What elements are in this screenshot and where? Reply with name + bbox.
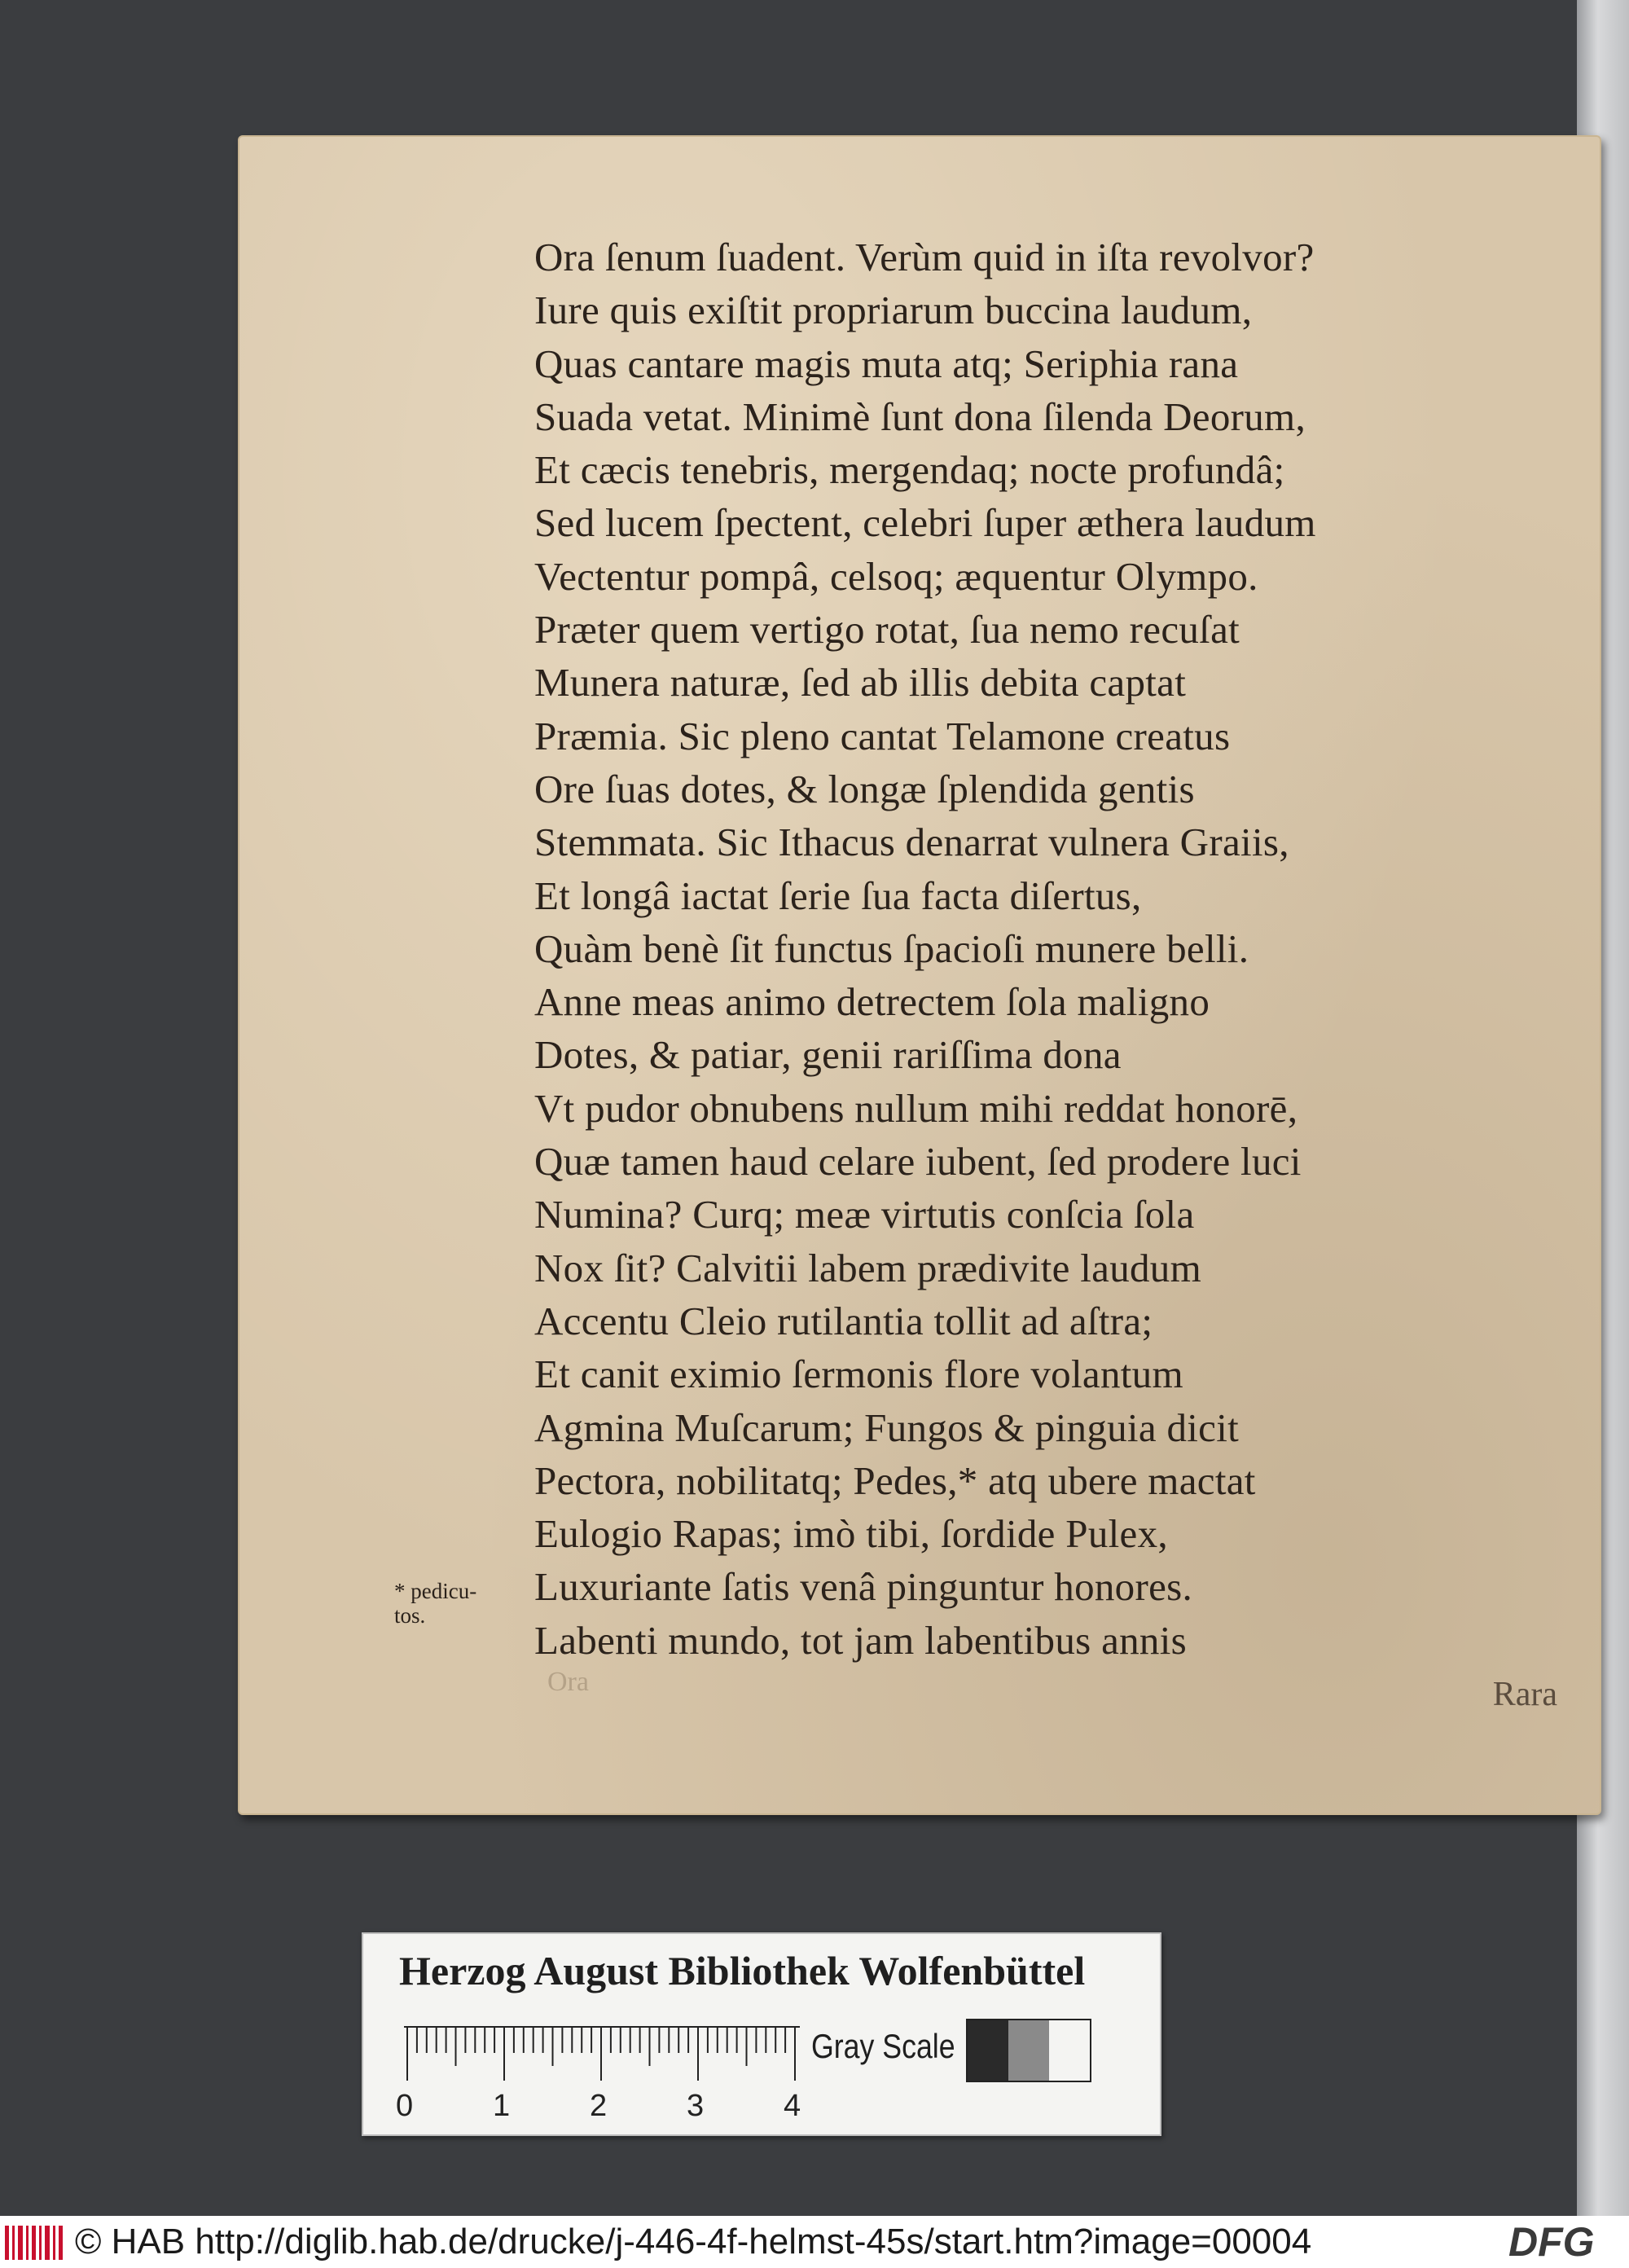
margin-note: * pedicu- tos. <box>394 1579 477 1628</box>
show-through-signature: Ora <box>547 1667 589 1697</box>
source-url-link[interactable]: © HAB http://diglib.hab.de/drucke/j-446-4f-helmst-45s/start.htm?image=00004 <box>75 2222 1312 2261</box>
verse-line: Dotes, & patiar, genii rariſſima dona <box>534 1032 1122 1078</box>
verse-line: Labenti mundo, tot jam labentibus annis <box>534 1617 1188 1663</box>
verse-line: Ora ſenum ſuadent. Verùm quid in iſta revolvor? <box>534 235 1315 279</box>
verse-line: Anne meas animo detrectem ſola maligno <box>534 979 1210 1025</box>
ruler-numbers <box>396 2089 803 2125</box>
gray-scale-swatch <box>966 2019 1091 2082</box>
catchword: Rara <box>1492 1676 1557 1713</box>
gray-scale-label: Gray Scale <box>811 2027 955 2065</box>
dfg-logo: DFG <box>1508 2219 1595 2265</box>
verse-line: Sed lucem ſpectent, celebri ſuper æthera laudum <box>534 500 1316 546</box>
verse-line: Vectentur pompâ, celsoq; æquentur Olympo. <box>534 553 1258 599</box>
verse-line: Eulogio Rapas; imò tibi, ſordide Pulex, <box>534 1511 1168 1557</box>
verse-line: Quas cantare magis muta atq; Seriphia rana <box>534 341 1239 386</box>
measurement-ruler-icon <box>404 2025 800 2082</box>
verse-line: Quæ tamen haud celare iubent, ſed prodere luci <box>534 1139 1302 1185</box>
verse-line: Agmina Muſcarum; Fungos & pinguia dicit <box>534 1404 1240 1450</box>
verse-line: Stemmata. Sic Ithacus denarrat vulnera Graiis, <box>534 820 1289 865</box>
verse-line: Ore ſuas dotes, & longæ ſplendida gentis <box>534 766 1195 811</box>
verse-line: Quàm benè ſit functus ſpacioſi munere belli. <box>534 925 1249 971</box>
verse-line: Luxuriante ſatis venâ pinguntur honores. <box>534 1564 1193 1610</box>
barcode-icon <box>5 2226 67 2260</box>
ruler-number: 1 <box>493 2089 511 2123</box>
verse-line: Vt pudor obnubens nullum mihi reddat honorē, <box>534 1085 1298 1131</box>
ruler-number: 0 <box>396 2089 414 2123</box>
book-page <box>238 135 1601 1815</box>
verse-line: Munera naturæ, ſed ab illis debita captat <box>534 660 1187 705</box>
verse-line: Et cæcis tenebris, mergendaq; nocte profundâ; <box>534 447 1285 493</box>
ruler-number: 4 <box>784 2089 801 2123</box>
verse-line: Numina? Curq; meæ virtutis conſcia ſola <box>534 1192 1195 1237</box>
verse-line: Et canit eximio ſermonis flore volantum <box>534 1352 1183 1397</box>
verse-line: Pectora, nobilitatq; Pedes,* atq ubere mactat <box>534 1457 1256 1503</box>
verse-line: Præmia. Sic pleno cantat Telamone creatus <box>534 713 1231 758</box>
verse-line: Nox ſit? Calvitii labem prædivite laudum <box>534 1245 1202 1290</box>
ruler-number: 3 <box>687 2089 705 2123</box>
footer-bar <box>0 2216 1629 2268</box>
verse-line: Et longâ iactat ſerie ſua facta diſertus, <box>534 872 1142 918</box>
verse-line: Præter quem vertigo rotat, ſua nemo recuſat <box>534 607 1240 653</box>
verse-text <box>534 231 1593 1667</box>
verse-line: Accentu Cleio rutilantia tollit ad aſtra; <box>534 1298 1153 1343</box>
ruler-number: 2 <box>590 2089 608 2123</box>
library-name: Herzog August Bibliothek Wolfenbüttel <box>399 1948 1086 1993</box>
verse-line: Suada vetat. Minimè ſunt dona ſilenda Deorum, <box>534 393 1306 439</box>
verse-line: Iure quis exiſtit propriarum buccina laudum, <box>534 288 1253 333</box>
library-label-card <box>362 1932 1161 2136</box>
